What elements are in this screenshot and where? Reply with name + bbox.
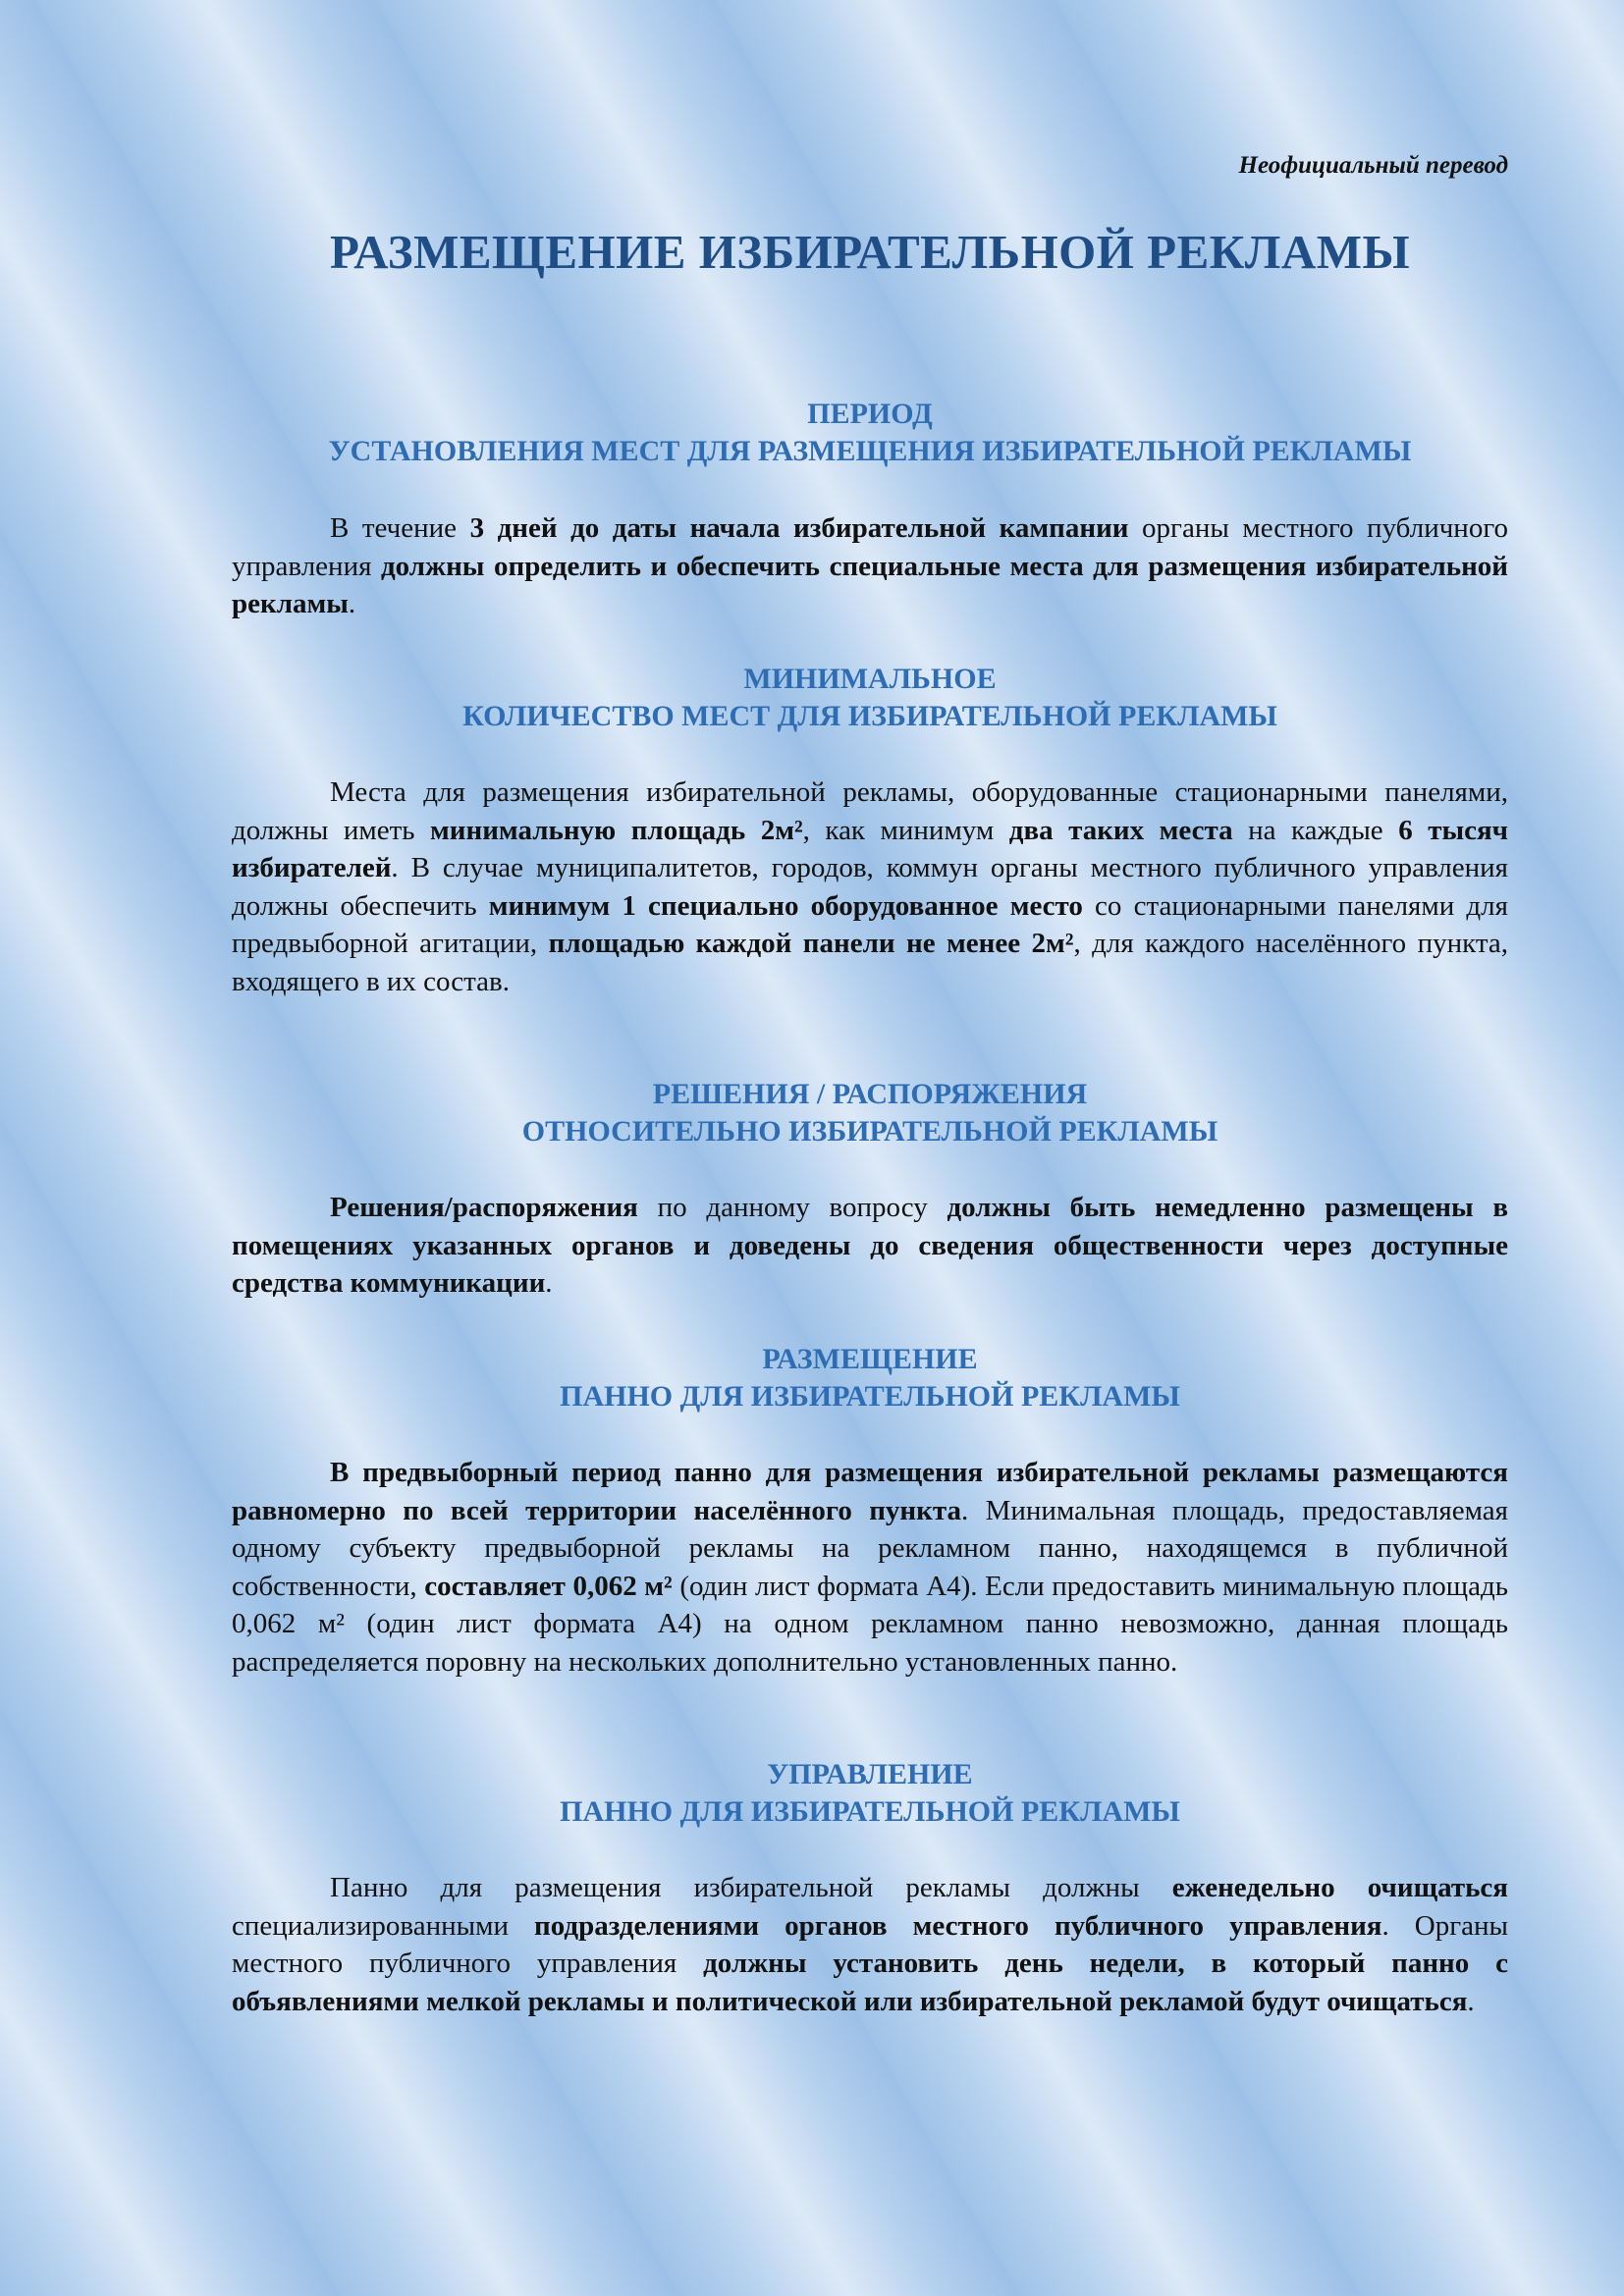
text-run: . Минимальная площадь, предоставляемая одному субъекту предвыборной рекламы на рекламном панно, находящемся в публичной собственности, — [232, 1494, 1508, 1602]
bold-text-run: 3 дней до даты начала избирательной кампании — [469, 512, 1129, 544]
section-heading-line: ОТНОСИТЕЛЬНО ИЗБИРАТЕЛЬНОЙ РЕКЛАМЫ — [521, 1115, 1218, 1148]
bold-text-run: должны установить день недели, в который панно с объявлениями мелкой рекламы и политической или избирательной рекламой будут очищаться — [232, 1948, 1508, 2017]
text-run: . — [545, 1267, 553, 1300]
unofficial-translation-note: Неофициальный перевод — [1238, 152, 1508, 179]
bold-text-run: В предвыборный период панно для размещения избирательной рекламы размещаются равномерно по всей территории населённого пункта — [232, 1457, 1508, 1526]
text-run: со стационарными панелями для предвыборной агитации, — [232, 889, 1508, 960]
section-heading-period — [192, 396, 1547, 470]
section-paragraph-minimum-places — [232, 774, 1508, 1001]
bold-text-run: еженедельно очищаться — [1171, 1872, 1508, 1903]
text-run: (один лист формата A4). Если предоставить минимальную площадь 0,062 м² (один лист формата A4) на одном рекламном панно невозможно, данная площадь распределяется поровну на нескольких дополнительно установленных панно. — [232, 1570, 1508, 1678]
text-run: . Органы местного публичного управления — [232, 1909, 1508, 1980]
text-run: . — [1467, 1985, 1475, 2017]
text-run: . — [348, 588, 356, 620]
section-paragraph-management — [232, 1869, 1508, 2020]
section-heading-line: ПАННО ДЛЯ ИЗБИРАТЕЛЬНОЙ РЕКЛАМЫ — [560, 1380, 1180, 1413]
bold-text-run: 6 тысяч избирателей — [232, 814, 1508, 884]
section-paragraph-placement — [232, 1454, 1508, 1682]
bold-text-run: Решения/распоряжения — [330, 1192, 638, 1223]
section-heading-decisions — [192, 1076, 1547, 1150]
section-paragraph-period — [232, 509, 1508, 623]
section-heading-minimum-places — [192, 661, 1547, 735]
text-run: . В случае муниципалитетов, городов, коммун органы местного публичного управления должны обеспечить — [232, 852, 1508, 922]
bold-text-run: составляет 0,062 м² — [424, 1570, 673, 1602]
text-run: специализированными — [232, 1909, 535, 1942]
section-heading-line: УСТАНОВЛЕНИЯ МЕСТ ДЛЯ РАЗМЕЩЕНИЯ ИЗБИРАТЕЛЬНОЙ РЕКЛАМЫ — [328, 435, 1412, 467]
section-heading-management — [192, 1756, 1547, 1831]
bold-text-run: два таких места — [1008, 814, 1233, 846]
bold-text-run: минимум 1 специально оборудованное место — [488, 889, 1083, 922]
section-paragraph-decisions — [232, 1189, 1508, 1303]
section-heading-line: КОЛИЧЕСТВО МЕСТ ДЛЯ ИЗБИРАТЕЛЬНОЙ РЕКЛАМЫ — [462, 700, 1277, 732]
section-heading-line: ПЕРИОД — [807, 398, 933, 430]
text-run: Места для размещения избирательной рекламы, оборудованные стационарными панелями, должны иметь — [232, 776, 1508, 846]
text-run: , как минимум — [802, 814, 1009, 846]
bold-text-run: должны определить и обеспечить специальные места для размещения избирательной рекламы — [232, 550, 1508, 620]
text-run: по данному вопросу — [637, 1192, 947, 1223]
section-heading-line: ПАННО ДЛЯ ИЗБИРАТЕЛЬНОЙ РЕКЛАМЫ — [560, 1795, 1180, 1828]
text-run: Панно для размещения избирательной рекламы должны — [330, 1872, 1172, 1903]
document-title: РАЗМЕЩЕНИЕ ИЗБИРАТЕЛЬНОЙ РЕКЛАМЫ — [329, 225, 1411, 279]
text-run: В течение — [330, 512, 470, 544]
bold-text-run: подразделениями органов местного публичного управления — [534, 1909, 1382, 1942]
section-heading-placement — [192, 1341, 1547, 1415]
section-heading-line: МИНИМАЛЬНОЕ — [743, 663, 997, 695]
text-run: органы местного публичного управления — [232, 512, 1508, 582]
section-heading-line: УПРАВЛЕНИЕ — [767, 1758, 973, 1790]
bold-text-run: должны быть немедленно размещены в помещениях указанных органов и доведены до сведения общественности через доступные средства коммуникации — [232, 1192, 1508, 1300]
section-heading-line: РЕШЕНИЯ / РАСПОРЯЖЕНИЯ — [652, 1078, 1088, 1110]
bold-text-run: минимальную площадь 2м² — [430, 814, 803, 846]
text-run: на каждые — [1232, 814, 1399, 846]
bold-text-run: площадью каждой панели не менее 2м² — [548, 928, 1074, 960]
text-run: , для каждого населённого пункта, входящего в их состав. — [232, 928, 1508, 997]
section-heading-line: РАЗМЕЩЕНИЕ — [762, 1343, 978, 1375]
